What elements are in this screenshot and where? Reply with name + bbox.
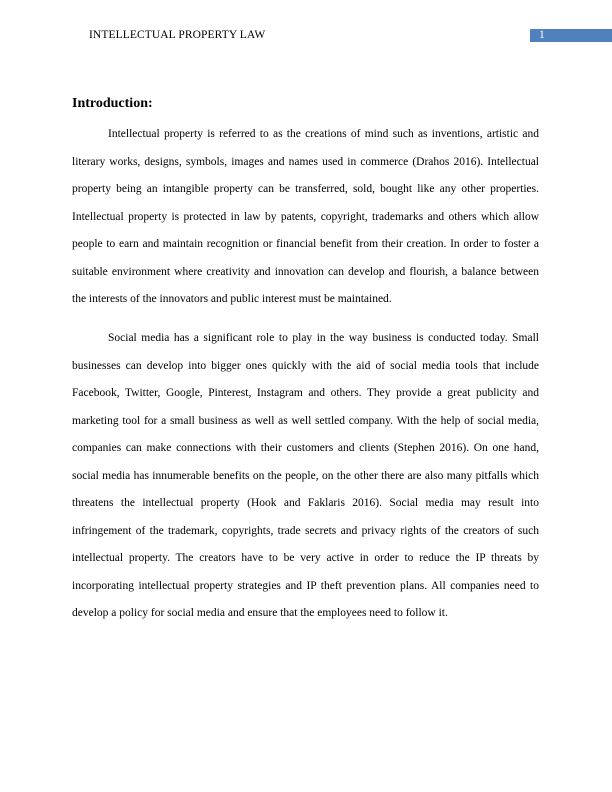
paragraph-social-media: Social media has a significant role to play in the way business is conducted today. Small businesses can develop into bigger ones quickly with the aid of social media tools that include Facebook, Twitter, Google, Pinterest, Instagram and others. They provide a great publicity and marketing tool for a small business as well as well settled company. With the help of social media, companies can make connections with their customers and clients (Stephen 2016). On one hand, social media has innumerable benefits on the people, on the other there are also many pitfalls which threatens the intellectual property (Hook and Faklaris 2016). Social media may result into infringement of the trademark, copyrights, trade secrets and privacy rights of the creators of such intellectual property. The creators have to be very active in order to reduce the IP threats by incorporating intellectual property strategies and IP theft prevention plans. All companies need to develop a policy for social media and ensure that the employees need to follow it. [72, 332, 539, 619]
paragraph-intro: Intellectual property is referred to as the creations of mind such as inventions, artistic and literary works, designs, symbols, images and names used in commerce (Drahos 2016). Intellectual property being an intangible property can be transferred, sold, bought like any other properties. Intellectual property is protected in law by patents, copyright, trademarks and others which allow people to earn and maintain recognition or financial benefit from their creation. In order to foster a suitable environment where creativity and innovation can develop and flourish, a balance between the interests of the innovators and public interest must be maintained. [72, 128, 539, 305]
page-number: 1 [539, 29, 545, 41]
section-heading: Introduction: [72, 96, 153, 111]
page-number-bar [530, 29, 612, 42]
running-head: INTELLECTUAL PROPERTY LAW [89, 29, 266, 41]
